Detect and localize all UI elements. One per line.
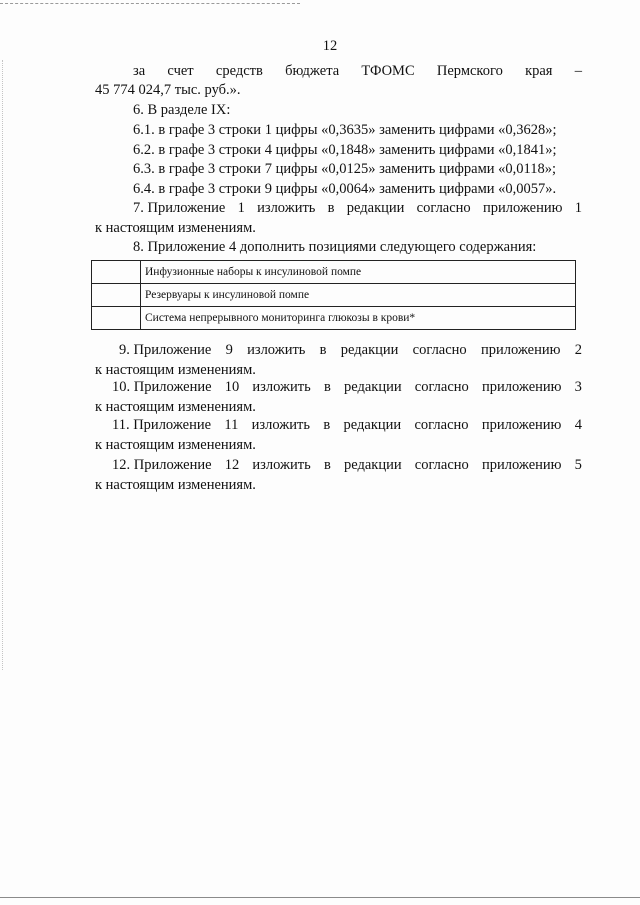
item7-word: согласно <box>416 200 471 216</box>
table-row <box>92 307 576 330</box>
section6-item: 6.2. в графе 3 строки 4 цифры «0,1848» заменить цифрами «0,1841»; <box>133 142 557 158</box>
scan-edge-left <box>2 60 3 670</box>
item9-word: в <box>319 342 327 358</box>
section6-heading: 6. В разделе IX: <box>133 102 231 118</box>
budget-word: счет <box>167 63 194 79</box>
item12-word: приложению <box>481 457 562 473</box>
table-cell-number <box>92 284 141 307</box>
item12-line <box>112 456 582 474</box>
item7-word: изложить <box>257 200 316 216</box>
item7-word: редакции <box>346 200 405 216</box>
item10-word: 10. Приложение <box>112 379 212 395</box>
table-cell-name: Резервуары к инсулиновой помпе <box>141 284 576 307</box>
item11-word: в <box>323 417 331 433</box>
item9-word: 2 <box>574 342 582 358</box>
item12-word: 12. Приложение <box>112 457 212 473</box>
table-cell-name: Инфузионные наборы к инсулиновой помпе <box>141 261 576 284</box>
item10-word: 3 <box>574 379 582 395</box>
table-row <box>92 261 576 284</box>
section6-item: 6.3. в графе 3 строки 7 цифры «0,0125» заменить цифрами «0,0118»; <box>133 161 556 177</box>
section6-item: 6.4. в графе 3 строки 9 цифры «0,0064» заменить цифрами «0,0057». <box>133 181 557 197</box>
scan-edge-bottom <box>0 897 640 898</box>
scan-edge-top <box>0 3 300 4</box>
table-cell-number <box>92 261 141 284</box>
item11-word: согласно <box>414 417 469 433</box>
item11-word: 11 <box>224 417 239 433</box>
item7-word: в <box>327 200 335 216</box>
item7-line <box>133 199 582 217</box>
table-cell-name: Система непрерывного мониторинга глюкозы в крови* <box>141 307 576 330</box>
item10-word: редакции <box>343 379 402 395</box>
item11-word: 11. Приложение <box>112 417 212 433</box>
item11-word: редакции <box>343 417 402 433</box>
budget-word: средств <box>215 63 263 79</box>
item9-continuation: к настоящим изменениям. <box>95 362 256 378</box>
item10-continuation: к настоящим изменениям. <box>95 399 256 415</box>
budget-word: Пермского <box>436 63 503 79</box>
item9-word: изложить <box>247 342 306 358</box>
item12-word: изложить <box>252 457 311 473</box>
budget-amount: 45 774 024,7 тыс. руб.». <box>95 82 241 98</box>
item10-word: изложить <box>252 379 311 395</box>
page-number: 12 <box>322 38 338 54</box>
item11-word: изложить <box>251 417 311 433</box>
table-row <box>92 284 576 307</box>
item8-text: 8. Приложение 4 дополнить позициями следующего содержания: <box>133 239 537 255</box>
item11-word: 4 <box>574 417 582 433</box>
table-cell-number <box>92 307 141 330</box>
item9-word: 9 <box>225 342 233 358</box>
budget-word: края <box>525 63 553 79</box>
item7-word: 1 <box>237 200 245 216</box>
item10-word: 10 <box>224 379 240 395</box>
item7-word: 7. Приложение <box>133 200 226 216</box>
item11-continuation: к настоящим изменениям. <box>95 437 256 453</box>
budget-word: за <box>133 63 146 79</box>
item12-word: 5 <box>574 457 582 473</box>
item12-word: в <box>323 457 331 473</box>
item9-word: согласно <box>412 342 467 358</box>
item10-word: в <box>323 379 331 395</box>
item7-word: 1 <box>574 200 582 216</box>
item11-line <box>112 416 582 434</box>
item12-word: 12 <box>224 457 240 473</box>
budget-word: бюджета <box>285 63 340 79</box>
budget-word: ТФОМС <box>361 63 415 79</box>
item12-word: согласно <box>414 457 469 473</box>
positions-table <box>91 260 576 330</box>
section6-item: 6.1. в графе 3 строки 1 цифры «0,3635» заменить цифрами «0,3628»; <box>133 122 557 138</box>
item9-word: приложению <box>480 342 561 358</box>
item7-word: приложению <box>482 200 563 216</box>
item7-continuation: к настоящим изменениям. <box>95 220 256 236</box>
item12-continuation: к настоящим изменениям. <box>95 477 256 493</box>
item10-line <box>112 378 582 396</box>
item9-word: редакции <box>340 342 399 358</box>
item11-word: приложению <box>481 417 562 433</box>
item12-word: редакции <box>343 457 402 473</box>
budget-line <box>133 62 582 80</box>
item10-word: согласно <box>414 379 469 395</box>
item9-word: 9. Приложение <box>119 342 212 358</box>
budget-word: – <box>574 63 582 79</box>
item9-line <box>119 341 582 359</box>
item10-word: приложению <box>481 379 562 395</box>
